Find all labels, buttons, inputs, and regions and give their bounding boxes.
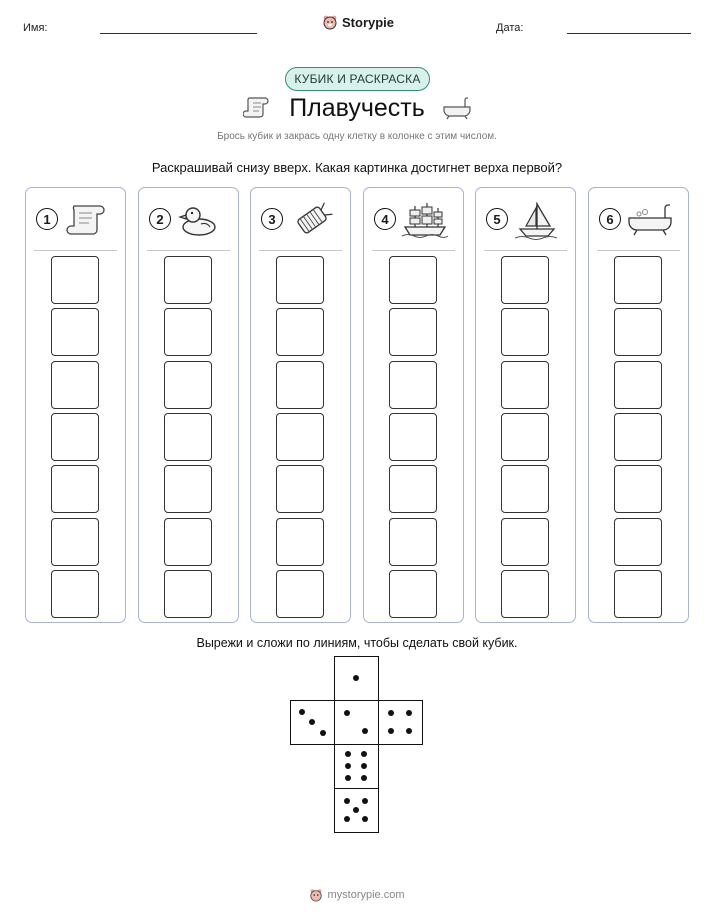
race-column-1 <box>25 187 126 623</box>
color-cell[interactable] <box>51 256 99 304</box>
cut-instruction: Вырежи и сложи по линиям, чтобы сделать свой кубик. <box>196 636 518 650</box>
dice-pip <box>344 710 350 716</box>
bear-icon <box>309 888 323 902</box>
dice-pip <box>309 719 315 725</box>
dice-pip <box>406 728 412 734</box>
color-cell[interactable] <box>51 570 99 618</box>
column-divider <box>259 250 342 251</box>
color-cell[interactable] <box>276 361 324 409</box>
dice-pip <box>362 728 368 734</box>
dice-pip <box>361 751 367 757</box>
dice-pip <box>388 728 394 734</box>
column-header <box>589 188 688 250</box>
color-cell[interactable] <box>501 465 549 513</box>
dice-pip <box>345 751 351 757</box>
color-cell[interactable] <box>276 308 324 356</box>
column-divider <box>34 250 117 251</box>
color-cell[interactable] <box>276 413 324 461</box>
column-number: 2 <box>149 208 171 230</box>
color-cell[interactable] <box>389 518 437 566</box>
activity-tag: КУБИК И РАСКРАСКА <box>285 67 430 91</box>
column-divider <box>147 250 230 251</box>
color-cell[interactable] <box>164 518 212 566</box>
dice-face-1 <box>334 656 379 701</box>
color-cell[interactable] <box>389 308 437 356</box>
date-label: Дата: <box>496 22 524 34</box>
subtitle: Брось кубик и закрась одну клетку в колонке с этим числом. <box>217 131 497 142</box>
color-cell[interactable] <box>51 518 99 566</box>
name-line[interactable] <box>100 33 257 34</box>
column-number: 5 <box>486 208 508 230</box>
race-column-5 <box>475 187 576 623</box>
dice-face-4 <box>378 700 423 745</box>
rubber-duck-icon <box>175 200 225 240</box>
color-cell[interactable] <box>501 413 549 461</box>
dice-pip <box>345 775 351 781</box>
dice-pip <box>344 816 350 822</box>
brand-name: Storypie <box>342 14 395 30</box>
color-cell[interactable] <box>614 308 662 356</box>
column-number: 4 <box>374 208 396 230</box>
color-cell[interactable] <box>276 570 324 618</box>
color-cell[interactable] <box>389 413 437 461</box>
color-cell[interactable] <box>276 518 324 566</box>
instruction: Раскрашивай снизу вверх. Какая картинка достигнет верха первой? <box>151 160 563 175</box>
race-column-2 <box>138 187 239 623</box>
color-cell[interactable] <box>614 570 662 618</box>
dice-pip <box>361 763 367 769</box>
color-cell[interactable] <box>501 361 549 409</box>
column-header <box>139 188 238 250</box>
color-cell[interactable] <box>276 465 324 513</box>
page-title: Плавучесть <box>289 94 425 122</box>
column-header <box>26 188 125 250</box>
color-cell[interactable] <box>614 256 662 304</box>
color-cell[interactable] <box>276 256 324 304</box>
color-cell[interactable] <box>164 413 212 461</box>
dice-pip <box>353 807 359 813</box>
bathtub-icon <box>441 96 473 120</box>
bear-icon <box>322 14 338 30</box>
color-cell[interactable] <box>614 465 662 513</box>
brand-logo <box>322 14 394 30</box>
column-number: 6 <box>599 208 621 230</box>
column-header <box>364 188 463 250</box>
color-cell[interactable] <box>51 308 99 356</box>
dice-face-5 <box>334 788 379 833</box>
dice-face-3 <box>290 700 335 745</box>
dice-pip <box>362 816 368 822</box>
color-cell[interactable] <box>164 256 212 304</box>
color-cell[interactable] <box>389 361 437 409</box>
rolled-paper-icon <box>287 200 337 240</box>
dice-pip <box>406 710 412 716</box>
dice-pip <box>353 675 359 681</box>
bathtub-icon <box>625 200 675 240</box>
column-divider <box>484 250 567 251</box>
scroll-icon <box>62 200 112 240</box>
column-number: 3 <box>261 208 283 230</box>
sailing-ship-icon <box>400 200 450 240</box>
column-divider <box>372 250 455 251</box>
dice-pip <box>345 763 351 769</box>
color-cell[interactable] <box>501 308 549 356</box>
color-cell[interactable] <box>164 570 212 618</box>
footer-url[interactable]: mystorypie.com <box>327 889 405 901</box>
dice-pip <box>320 730 326 736</box>
sailboat-icon <box>512 200 562 240</box>
color-cell[interactable] <box>389 570 437 618</box>
column-header <box>251 188 350 250</box>
color-cell[interactable] <box>614 361 662 409</box>
color-cell[interactable] <box>501 570 549 618</box>
dice-pip <box>299 709 305 715</box>
race-column-6 <box>588 187 689 623</box>
color-cell[interactable] <box>501 256 549 304</box>
color-cell[interactable] <box>614 518 662 566</box>
footer <box>0 888 714 902</box>
color-cell[interactable] <box>51 465 99 513</box>
dice-pip <box>388 710 394 716</box>
column-header <box>476 188 575 250</box>
dice-pip <box>361 775 367 781</box>
column-divider <box>597 250 680 251</box>
race-column-4 <box>363 187 464 623</box>
color-cell[interactable] <box>51 361 99 409</box>
color-cell[interactable] <box>51 413 99 461</box>
color-cell[interactable] <box>389 465 437 513</box>
dice-face-2 <box>334 700 379 745</box>
color-cell[interactable] <box>164 361 212 409</box>
date-line[interactable] <box>567 33 691 34</box>
name-label: Имя: <box>23 22 48 34</box>
column-number: 1 <box>36 208 58 230</box>
color-cell[interactable] <box>614 413 662 461</box>
color-cell[interactable] <box>164 308 212 356</box>
dice-face-6 <box>334 744 379 789</box>
color-cell[interactable] <box>501 518 549 566</box>
dice-pip <box>344 798 350 804</box>
race-column-3 <box>250 187 351 623</box>
dice-pip <box>362 798 368 804</box>
color-cell[interactable] <box>164 465 212 513</box>
color-cell[interactable] <box>389 256 437 304</box>
